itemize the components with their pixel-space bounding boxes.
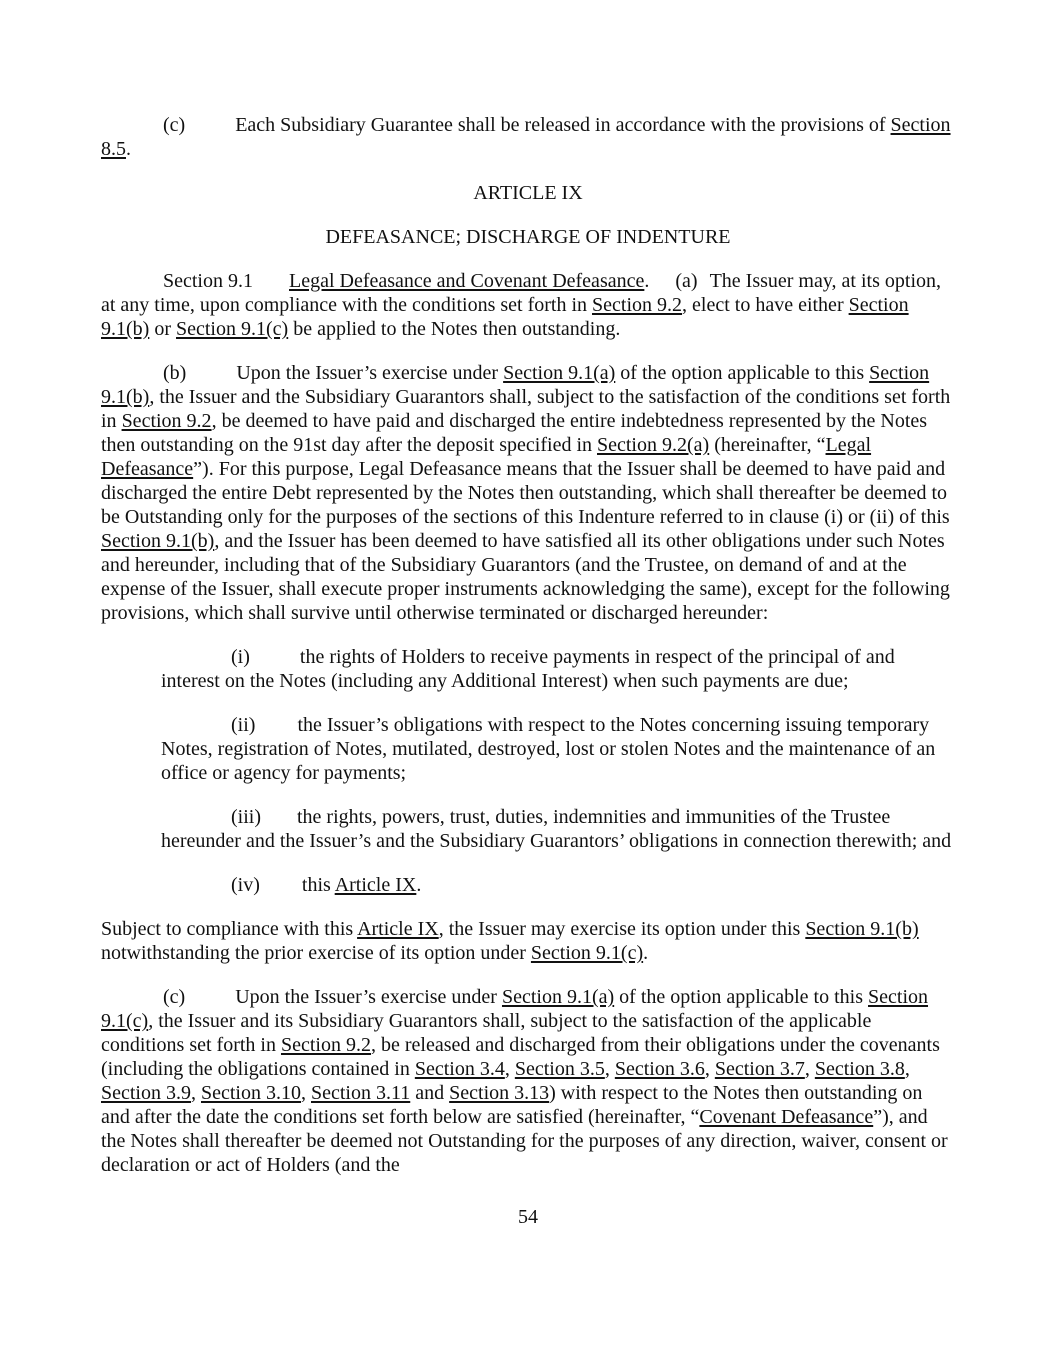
section-reference: Section 3.6: [614, 1058, 705, 1080]
text-run: (b): [163, 362, 187, 384]
text-run: , the Issuer may exercise its option under this: [438, 918, 806, 940]
text-run: of the option applicable to this: [614, 986, 869, 1008]
section-reference: Section 9.1(b): [805, 918, 919, 940]
section-reference: Section 9.1(c): [530, 942, 644, 964]
section-reference: Section 9.1(b): [101, 294, 909, 340]
section-reference: Legal Defeasance and Covenant Defeasance: [289, 270, 645, 292]
section-reference: Section 3.7: [714, 1058, 805, 1080]
document-body: [101, 113, 955, 1177]
section-reference: Section 3.4: [414, 1058, 505, 1080]
text-run: , elect to have either: [682, 294, 849, 316]
section-reference: Article IX: [334, 874, 417, 896]
section-reference: Section 9.2: [280, 1034, 371, 1056]
text-run: , be deemed to have paid and discharged the entire indebtedness represented by the Notes then outstanding on the 91st day after the deposit specified in: [101, 410, 928, 456]
section-reference: Section 8.5: [101, 114, 951, 160]
section-reference: Legal Defeasance: [101, 434, 872, 480]
section-reference: Section 9.1(c): [176, 318, 289, 340]
text-run: or: [149, 318, 176, 340]
text-run: (c): [163, 986, 186, 1008]
paragraph: [101, 113, 955, 161]
text-run: ,: [704, 1058, 715, 1080]
sub-clause: [161, 873, 955, 897]
text-run: .: [644, 270, 650, 292]
text-run: ”). For this purpose, Legal Defeasance means that the Issuer shall be deemed to have paid and discharged the entire Debt represented by the Notes then outstanding, which shall thereafter be deemed to be Outstanding only for the purposes of the sections of this Indenture referred to in clause (i) or (ii) of this: [101, 458, 950, 528]
text-run: , the Issuer and its Subsidiary Guarantors shall, subject to the satisfaction of the applicable conditions set forth in: [101, 1010, 872, 1056]
text-run: .: [416, 874, 422, 896]
text-run: ,: [191, 1082, 201, 1104]
article-heading: DEFEASANCE; DISCHARGE OF INDENTURE: [325, 226, 731, 248]
text-run: Upon the Issuer’s exercise under: [235, 986, 502, 1008]
section-reference: Section 9.2: [592, 294, 683, 316]
sub-clause: [161, 645, 955, 693]
paragraph: [101, 917, 955, 965]
section-reference: Section 3.13: [449, 1082, 550, 1104]
text-run: .: [126, 138, 131, 160]
section-reference: Section 3.8: [814, 1058, 905, 1080]
text-run: ) with respect to the Notes then outstanding on and after the date the conditions set forth below are satisfied (hereinafter, “: [101, 1082, 923, 1128]
section-reference: Section 3.11: [311, 1082, 411, 1104]
text-run: be applied to the Notes then outstanding.: [288, 318, 621, 340]
text-run: ,: [301, 1082, 311, 1104]
section-reference: Covenant Defeasance: [699, 1106, 874, 1128]
text-run: .: [643, 942, 649, 964]
text-run: , the Issuer and the Subsidiary Guarantors shall, subject to the satisfaction of the conditions set forth in: [101, 386, 951, 432]
text-run: , be released and discharged from their obligations under the covenants (including the obligations contained in: [101, 1034, 940, 1080]
text-run: notwithstanding the prior exercise of its option under: [101, 942, 531, 964]
text-run: the Issuer’s obligations with respect to the Notes concerning issuing temporary Notes, registration of Notes, mutilated, destroyed, lost or stolen Notes and the maintenance of an office or agency for payments;: [161, 714, 936, 784]
text-run: of the option applicable to this: [615, 362, 870, 384]
section-reference: Section 3.10: [201, 1082, 301, 1104]
sub-clause: [161, 713, 955, 785]
text-run: The Issuer may, at its option, at any time, upon compliance with the conditions set forth in: [101, 270, 941, 316]
text-run: , and the Issuer has been deemed to have satisfied all its other obligations under such Notes and hereunder, including that of the Subsidiary Guarantors (and the Trustee, on demand of and at the expense of the Issuer, shall execute proper instruments acknowledging the same), except for the following provisions, which shall survive until otherwise terminated or discharged hereunder:: [101, 530, 950, 624]
section-reference: Section 9.1(b): [101, 362, 930, 408]
paragraph: [101, 361, 955, 625]
text-run: (a): [675, 270, 698, 292]
text-run: the rights, powers, trust, duties, indemnities and immunities of the Trustee hereunder and the Issuer’s and the Subsidiary Guarantors’ obligations in connection therewith; and: [161, 806, 952, 852]
text-run: ,: [904, 1058, 910, 1080]
text-run: (iv): [231, 874, 260, 896]
text-run: Upon the Issuer’s exercise under: [236, 362, 504, 384]
text-run: Section 9.1: [163, 270, 253, 292]
section-reference: Section 9.1(a): [503, 362, 616, 384]
section-reference: Section 9.2(a): [597, 434, 710, 456]
section-reference: Section 9.2: [121, 410, 212, 432]
text-run: and: [410, 1082, 450, 1104]
paragraph: [101, 269, 955, 341]
section-reference: Section 3.9: [101, 1082, 191, 1104]
section-reference: Article IX: [357, 918, 439, 940]
section-reference: Section 9.1(c): [101, 986, 929, 1032]
text-run: (c): [163, 114, 186, 136]
text-run: Subject to compliance with this: [101, 918, 358, 940]
text-run: Each Subsidiary Guarantee shall be released in accordance with the provisions of: [235, 114, 891, 136]
paragraph: [101, 985, 955, 1177]
text-run: (ii): [231, 714, 256, 736]
text-run: this: [301, 874, 335, 896]
text-run: (hereinafter, “: [709, 434, 826, 456]
text-run: ”), and the Notes shall thereafter be deemed not Outstanding for the purposes of any direction, waiver, consent or declaration or act of Holders (and the: [101, 1106, 948, 1176]
text-run: ,: [804, 1058, 815, 1080]
text-run: the rights of Holders to receive payments in respect of the principal of and interest on the Notes (including any Additional Interest) when such payments are due;: [161, 646, 895, 692]
text-run: (iii): [231, 806, 261, 828]
article-heading: ARTICLE IX: [473, 182, 583, 204]
section-reference: Section 3.5: [514, 1058, 605, 1080]
text-run: ,: [504, 1058, 515, 1080]
sub-clause: [161, 805, 955, 853]
page-number: 54: [518, 1206, 538, 1228]
section-reference: Section 9.1(a): [501, 986, 615, 1008]
text-run: (i): [231, 646, 250, 668]
text-run: ,: [604, 1058, 615, 1080]
section-reference: Section 9.1(b): [101, 530, 215, 552]
